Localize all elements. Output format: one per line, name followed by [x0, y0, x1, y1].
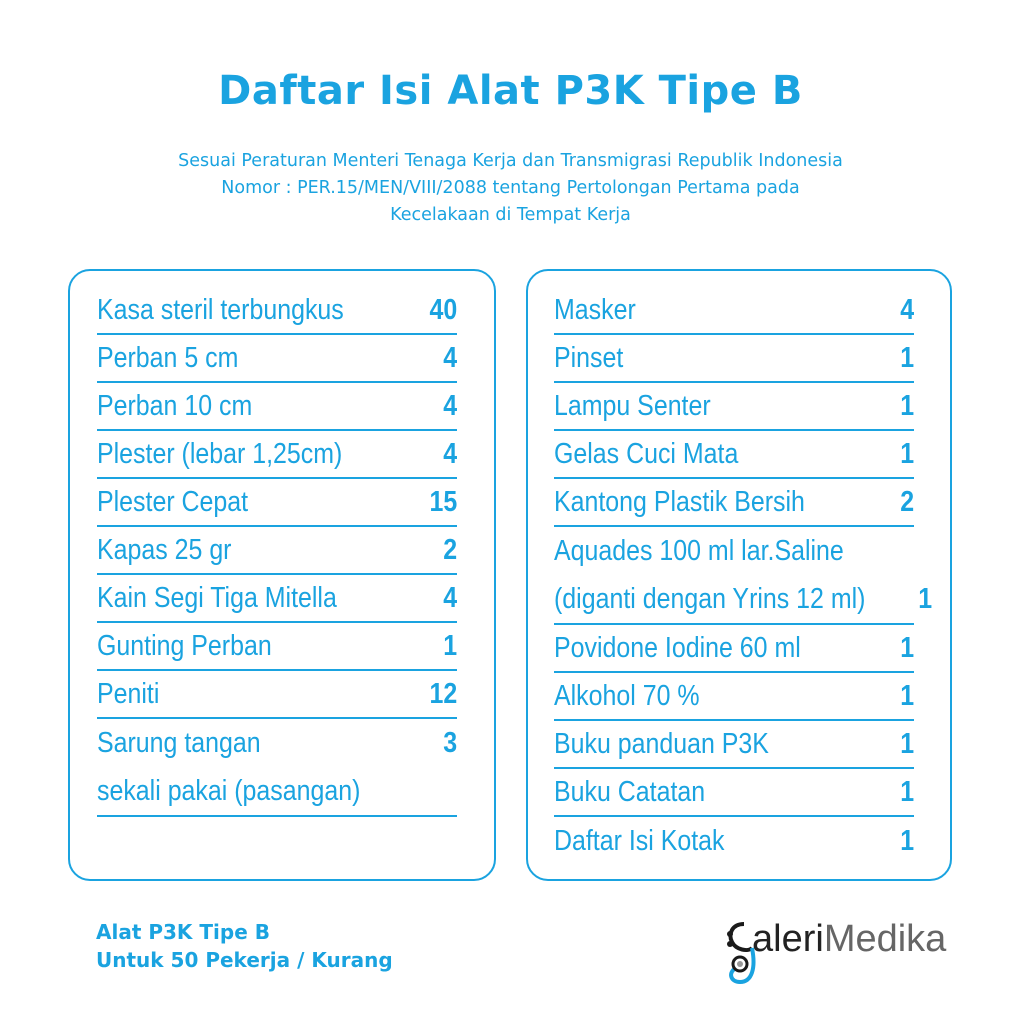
item-name: Alkohol 70 % — [554, 679, 700, 712]
item-qty: 2 — [443, 533, 457, 566]
item-name: Kapas 25 gr — [97, 533, 232, 566]
item-qty: 1 — [443, 629, 457, 662]
item-name: Daftar Isi Kotak — [554, 824, 725, 857]
item-qty: 1 — [900, 775, 914, 808]
item-name-continued: sekali pakai (pasangan) — [97, 774, 361, 807]
item-name: Masker — [554, 293, 636, 326]
list-item — [97, 431, 457, 479]
item-qty: 1 — [900, 824, 914, 857]
item-name: Povidone Iodine 60 ml — [554, 631, 801, 664]
kit-footer-note — [96, 918, 393, 974]
item-name: Perban 10 cm — [97, 389, 253, 422]
item-name: Pinset — [554, 341, 624, 374]
list-item — [554, 431, 914, 479]
item-qty: 1 — [918, 582, 933, 615]
left-item-list — [97, 287, 457, 817]
list-item — [554, 673, 914, 721]
right-item-box — [526, 269, 952, 881]
item-qty: 15 — [429, 485, 457, 518]
item-name: Gelas Cuci Mata — [554, 437, 739, 470]
list-item — [97, 671, 457, 719]
item-qty: 40 — [429, 293, 457, 326]
item-qty: 4 — [443, 389, 457, 422]
item-qty: 1 — [900, 727, 914, 760]
item-qty: 1 — [900, 437, 914, 470]
item-qty: 1 — [900, 631, 914, 664]
item-name: Peniti — [97, 677, 160, 710]
list-item — [97, 719, 457, 817]
list-item — [554, 625, 914, 673]
item-name: Kantong Plastik Bersih — [554, 485, 805, 518]
footer-line-1: Alat P3K Tipe B — [96, 920, 270, 944]
footer-line-2: Untuk 50 Pekerja / Kurang — [96, 948, 393, 972]
list-item — [97, 527, 457, 575]
galeri-medika-logo — [722, 912, 982, 992]
regulation-subtitle — [90, 148, 931, 229]
list-item — [554, 817, 914, 865]
list-item — [97, 479, 457, 527]
item-qty: 3 — [443, 726, 457, 759]
item-qty: 12 — [429, 677, 457, 710]
list-item — [554, 721, 914, 769]
item-name: Gunting Perban — [97, 629, 272, 662]
item-qty: 2 — [900, 485, 914, 518]
item-name-continued: (diganti dengan Yrins 12 ml) — [554, 582, 866, 615]
item-name: Kasa steril terbungkus — [97, 293, 344, 326]
page-title: Daftar Isi Alat P3K Tipe B — [218, 68, 803, 114]
list-item — [97, 383, 457, 431]
left-item-box — [68, 269, 496, 881]
item-qty: 1 — [900, 341, 914, 374]
item-qty: 4 — [900, 293, 914, 326]
logo-wordmark — [752, 918, 946, 961]
item-name: Aquades 100 ml lar.Saline — [554, 534, 844, 567]
list-item — [554, 287, 914, 335]
item-qty: 1 — [900, 679, 914, 712]
list-item — [97, 335, 457, 383]
logo-text-bold: aleri — [752, 918, 824, 960]
right-item-list — [554, 287, 933, 865]
item-name: Perban 5 cm — [97, 341, 239, 374]
item-qty: 4 — [443, 581, 457, 614]
list-item — [554, 335, 914, 383]
item-name: Buku Catatan — [554, 775, 706, 808]
logo-text-light: Medika — [823, 918, 947, 960]
subtitle-line-2: Nomor : PER.15/MEN/VIII/2088 tentang Pertolongan Pertama pada — [221, 178, 800, 198]
item-qty: 4 — [443, 437, 457, 470]
item-qty: 4 — [443, 341, 457, 374]
list-item — [554, 479, 914, 527]
list-item — [554, 383, 914, 431]
list-item — [97, 287, 457, 335]
item-name: Sarung tangan — [97, 726, 261, 759]
subtitle-line-1: Sesuai Peraturan Menteri Tenaga Kerja dan Transmigrasi Republik Indonesia — [178, 151, 843, 171]
item-name: Plester Cepat — [97, 485, 249, 518]
list-item — [97, 623, 457, 671]
item-name: Plester (lebar 1,25cm) — [97, 437, 343, 470]
subtitle-line-3: Kecelakaan di Tempat Kerja — [390, 205, 631, 225]
list-item — [554, 527, 933, 625]
item-name: Lampu Senter — [554, 389, 711, 422]
list-item — [97, 575, 457, 623]
item-name: Kain Segi Tiga Mitella — [97, 581, 337, 614]
list-item — [554, 769, 914, 817]
item-name: Buku panduan P3K — [554, 727, 769, 760]
item-qty: 1 — [900, 389, 914, 422]
